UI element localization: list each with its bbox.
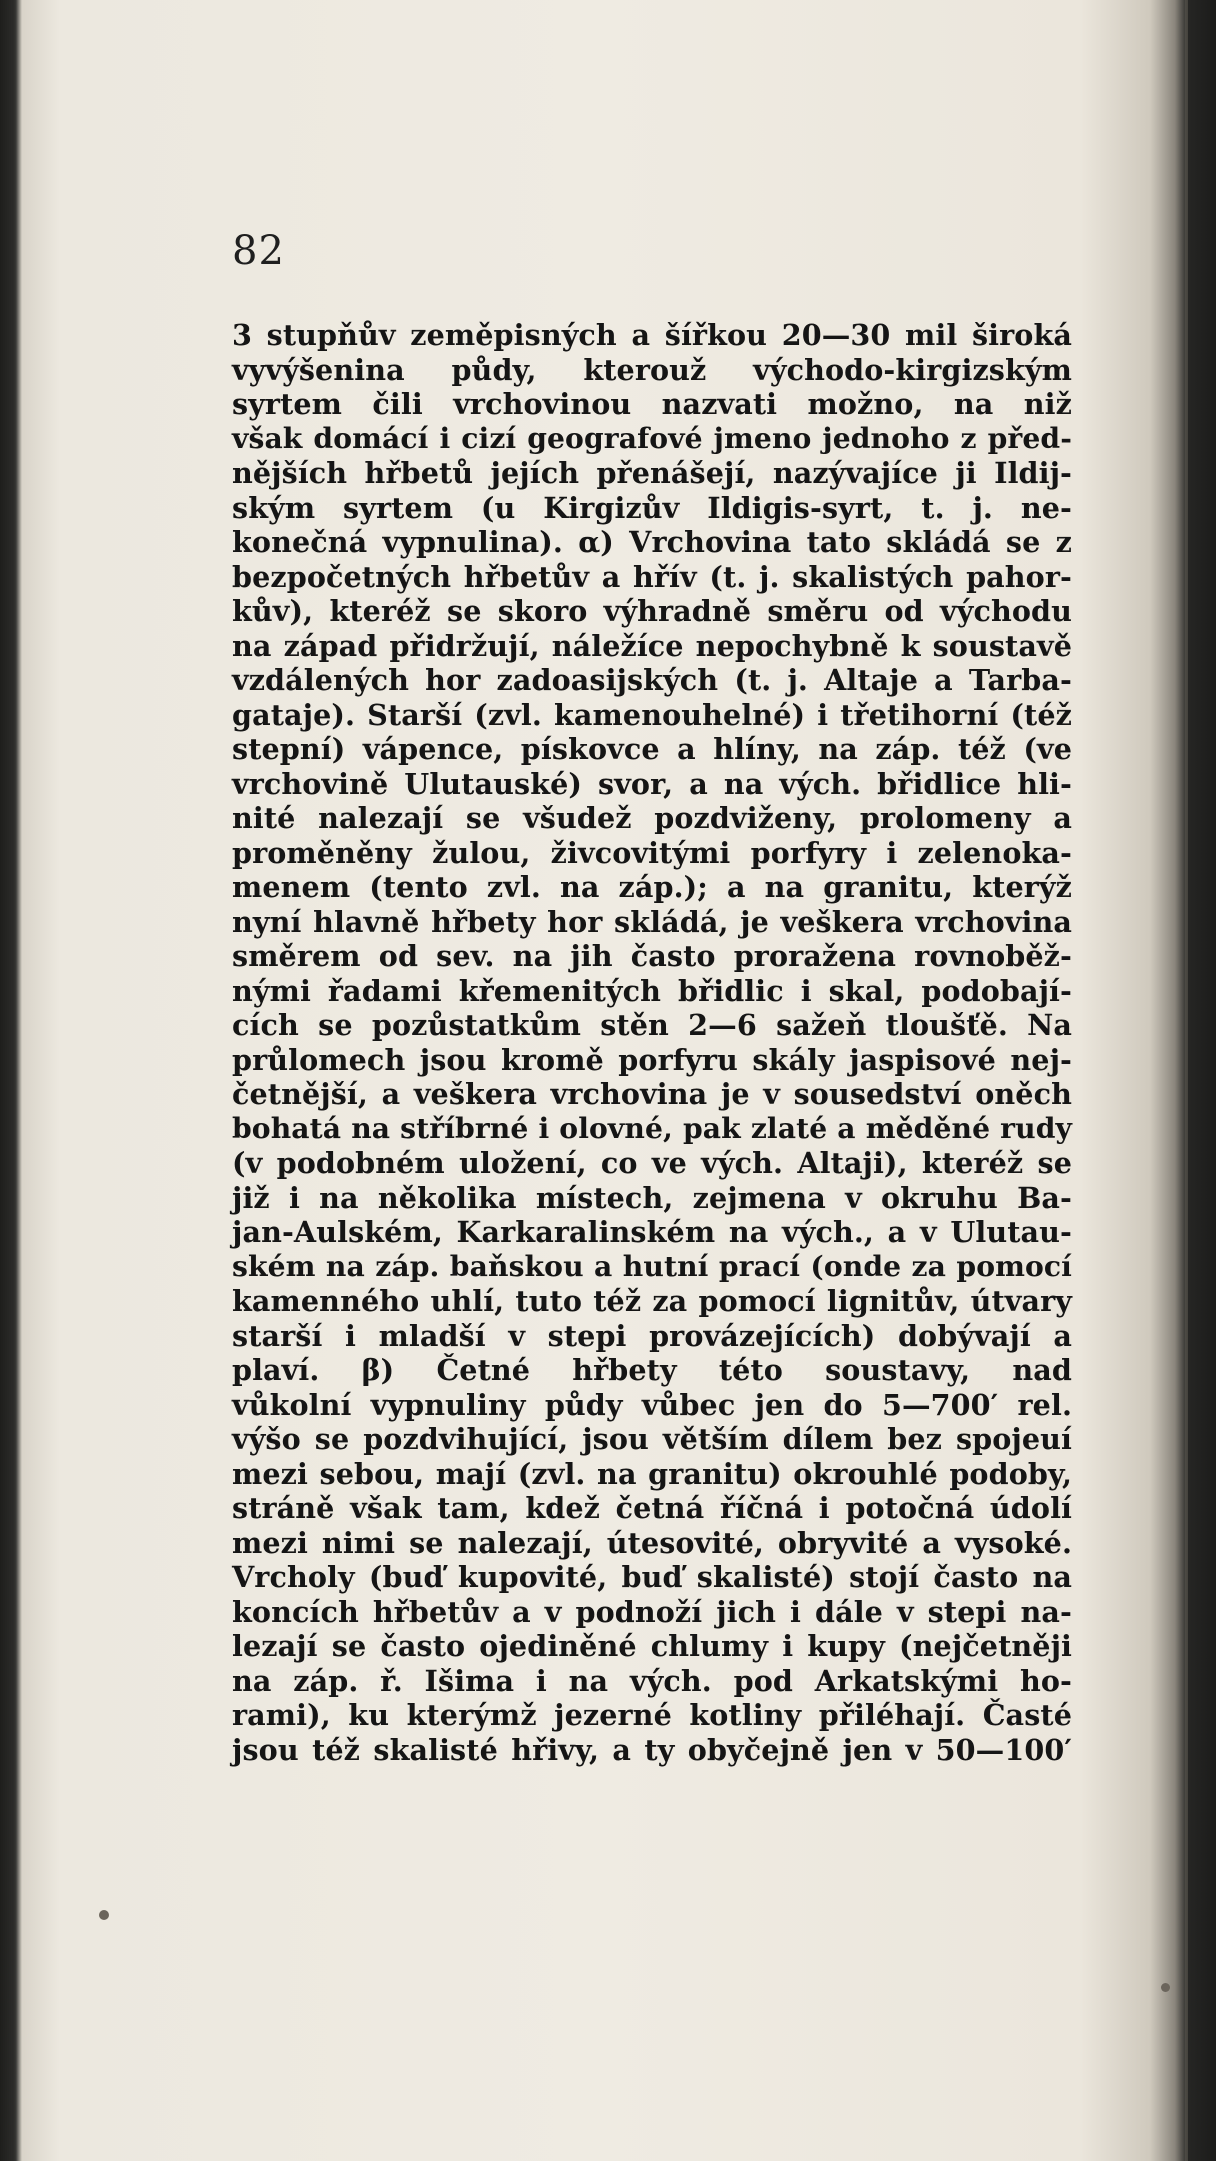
text-line: na záp. ř. Išima i na vých. pod Arkatskými ho- (232, 1663, 1072, 1698)
text-line: gataje). Starší (zvl. kamenouhelné) i třetihorní (též (232, 697, 1072, 732)
text-line: kův), kteréž se skoro výhradně směru od východu (232, 594, 1072, 628)
text-line: četnější, a veškera vrchovina je v sousedství oněch (232, 1077, 1072, 1111)
text-line: konečná vypnulina). α) Vrchovina tato skládá se z (232, 525, 1072, 559)
text-line: vyvýšenina půdy, kterouž východo-kirgizským (232, 352, 1072, 387)
text-line: nými řadami křemenitých břidlic i skal, podobají- (232, 973, 1072, 1008)
dust-speck (99, 1910, 109, 1920)
text-line: mezi nimi se nalezají, útesovité, obryvité a vysoké. (232, 1525, 1072, 1560)
text-line: mezi sebou, mají (zvl. na granitu) okrouhlé podoby, (232, 1456, 1072, 1491)
text-line: však domácí i cizí geografové jmeno jednoho z před- (232, 421, 1072, 455)
text-line: kamenného uhlí, tuto též za pomocí lignitův, útvary (232, 1284, 1072, 1318)
text-line: bohatá na stříbrné i olovné, pak zlaté a měděné rudy (232, 1111, 1072, 1145)
text-line: jan-Aulském, Karkaralinském na vých., a v Ulutau- (232, 1215, 1072, 1249)
text-line: starší i mladší v stepi provázejících) dobývají a (232, 1318, 1072, 1353)
text-line: (v podobném uložení, co ve vých. Altaji), kteréž se (232, 1146, 1072, 1180)
text-line: nějších hřbetů jejích přenášejí, nazývajíce ji Ildij- (232, 456, 1072, 490)
book-page (22, 0, 1172, 2161)
text-line: proměněny žulou, živcovitými porfyry i zelenoka- (232, 835, 1072, 870)
text-line: vzdálených hor zadoasijských (t. j. Altaje a Tarba- (232, 663, 1072, 697)
text-line: nyní hlavně hřbety hor skládá, je veškera vrchovina (232, 904, 1072, 939)
text-line: stráně však tam, kdež četná říčná i potočná údolí (232, 1491, 1072, 1525)
text-line: ským syrtem (u Kirgizův Ildigis-syrt, t. j. ne- (232, 490, 1072, 525)
text-line: nité nalezají se všudež pozdviženy, prolomeny a (232, 801, 1072, 835)
body-text (232, 318, 1072, 1767)
text-line: vrchovině Ulutauské) svor, a na vých. břidlice hli- (232, 766, 1072, 801)
dust-speck (1161, 1983, 1170, 1992)
text-line: koncích hřbetův a v podnoží jich i dále v stepi na- (232, 1594, 1072, 1629)
text-line: jsou též skalisté hřivy, a ty obyčejně jen v 50—100′ (232, 1732, 1072, 1767)
text-line: bezpočetných hřbetův a hřív (t. j. skalistých pahor- (232, 559, 1072, 594)
text-line: již i na několika místech, zejmena v okruhu Ba- (232, 1180, 1072, 1215)
text-line: lezají se často ojediněné chlumy i kupy (nejčetněji (232, 1629, 1072, 1663)
text-line: směrem od sev. na jih často proražena rovnoběž- (232, 939, 1072, 973)
text-line: Vrcholy (buď kupovité, buď skalisté) stojí často na (232, 1560, 1072, 1594)
text-line: výšo se pozdvihující, jsou větším dílem bez spojeuí (232, 1422, 1072, 1456)
text-line: na západ přidržují, náležíce nepochybně k soustavě (232, 628, 1072, 663)
text-line: menem (tento zvl. na záp.); a na granitu, kterýž (232, 870, 1072, 904)
text-line: průlomech jsou kromě porfyru skály jaspisové nej- (232, 1042, 1072, 1077)
text-line: plaví. β) Četné hřbety této soustavy, nad (232, 1353, 1072, 1387)
text-line: ském na záp. baňskou a hutní prací (onde za pomocí (232, 1249, 1072, 1283)
text-line: rami), ku kterýmž jezerné kotliny přiléhají. Časté (232, 1698, 1072, 1732)
text-line: vůkolní vypnuliny půdy vůbec jen do 5—700′ rel. (232, 1387, 1072, 1422)
text-line: stepní) vápence, pískovce a hlíny, na záp. též (ve (232, 732, 1072, 766)
text-line: syrtem čili vrchovinou nazvati možno, na niž (232, 387, 1072, 421)
page-number: 82 (232, 228, 285, 274)
page-edge-shadow (1185, 0, 1188, 2161)
text-line: 3 stupňův zeměpisných a šířkou 20—30 mil široká (232, 318, 1072, 352)
text-line: cích se pozůstatkům stěn 2—6 sažeň tloušťě. Na (232, 1008, 1072, 1042)
